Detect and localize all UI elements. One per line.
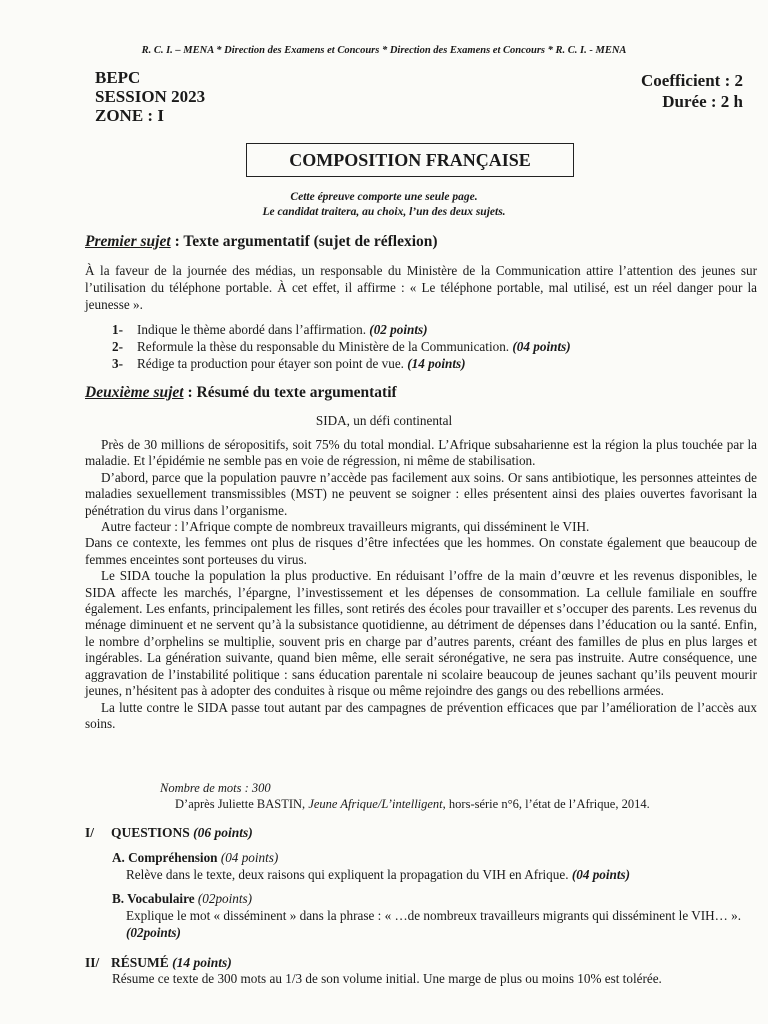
vocabulary-heading: B. Vocabulaire (02points): [112, 891, 253, 906]
subject1-heading: [85, 233, 438, 251]
instruction-line-2: Le candidat traitera, au choix, l’un des deux sujets.: [262, 206, 506, 218]
resume-instruction: Résume ce texte de 300 mots au 1/3 de son volume initial. Une marge de plus ou moins 10% est tolérée.: [112, 971, 662, 986]
text-body: [85, 437, 757, 732]
paragraph: Le SIDA touche la population la plus productive. En réduisant l’offre de la main d’œuvre et les revenus disponibles, le SIDA affecte les marchés, l’épargne, l’investissement et les dépenses de consommation. La cellule familiale en souffre également. Les enfants, principalement les filles, sont retirés des écoles pour travailler et s’occuper des parents. Les revenus du ménage diminuent et ne servent qu’à la subsistance quotidienne, au détriment de dépenses dans l’éducation ou la santé. Enfin, le nombre d’orphelins se multiplie, souvent pris en charge par d’autres parents, créant des familles de plus en plus larges et ingérables. La génération suivante, quand bien même, elle serait séronégative, ne sera pas instruite. Autre conséquence, une aggravation de l’instabilité politique : sans éducation parentale ni scolaire beaucoup de jeunes sachant qu’ils peuvent mourir jeunes, n’hésitent pas à adopter des conduites à risque ou même rejoindre des gangs ou des rebellions armées.: [85, 568, 757, 699]
questions-heading: I/ QUESTIONS (06 points): [85, 825, 253, 840]
resume-heading: II/ RÉSUMÉ (14 points): [85, 955, 232, 970]
text-title: SIDA, un défi continental: [315, 413, 453, 428]
exam-info: [95, 68, 205, 125]
instructions: [0, 190, 768, 220]
paragraph: La lutte contre le SIDA passe tout autant par des campagnes de prévention efficaces que par l’amélioration de l’accès aux soins.: [85, 699, 757, 731]
coefficient: Coefficient : 2: [641, 71, 743, 90]
list-item: 2- Reformule la thèse du responsable du Ministère de la Communication. (04 points): [112, 339, 571, 354]
subject1-title: : Texte argumentatif (sujet de réflexion): [170, 233, 438, 250]
paragraph: Dans ce contexte, les femmes ont plus de risques d’être infectées que les hommes. On constate également que beaucoup de femmes enceintes sont porteuses du virus.: [85, 535, 757, 567]
duration: Durée : 2 h: [662, 92, 743, 111]
subject1-text: À la faveur de la journée des médias, un responsable du Ministère de la Communication attire l’attention des jeunes sur l’utilisation du téléphone portable. À cet effet, il affirme : « Le téléphone portable, mal utilisé, est un réel danger pour la jeunesse ».: [85, 263, 757, 312]
source-citation: D’après Juliette BASTIN, Jeune Afrique/L’intelligent, hors-série n°6, l’état de l’Afrique, 2014.: [175, 797, 650, 811]
top-banner: R. C. I. – MENA * Direction des Examens et Concours * Direction des Examens et Concours * R. C. I. - MENA: [141, 45, 627, 56]
paragraph: Autre facteur : l’Afrique compte de nombreux travailleurs migrants, qui disséminent le VIH.: [101, 519, 590, 535]
list-item: 3- Rédige ta production pour étayer son point de vue. (14 points): [112, 356, 466, 371]
instruction-line-1: Cette épreuve comporte une seule page.: [290, 191, 478, 203]
word-count: Nombre de mots : 300: [160, 781, 271, 795]
subject1-label: Premier sujet: [85, 233, 171, 250]
zone: ZONE : I: [95, 106, 164, 125]
subject2-title: : Résumé du texte argumentatif: [183, 384, 397, 401]
comprehension-heading: A. Compréhension (04 points): [112, 850, 279, 865]
exam-meta: [641, 70, 743, 112]
subject1-items: [112, 321, 571, 372]
comprehension-question: Relève dans le texte, deux raisons qui expliquent la propagation du VIH en Afrique. (04 points): [126, 867, 631, 882]
vocabulary-question: Explique le mot « disséminent » dans la phrase : « …de nombreux travailleurs migrants qui disséminent le VIH… ». (02points): [126, 908, 742, 940]
paragraph: Près de 30 millions de séropositifs, soit 75% du total mondial. L’Afrique subsaharienne est la région la plus touchée par la maladie. Et l’épidémie ne semble pas en voie de régression, ni même de stabilisation.: [85, 437, 757, 469]
exam-name: BEPC: [95, 68, 141, 87]
session: SESSION 2023: [95, 87, 206, 106]
page-title: COMPOSITION FRANÇAISE: [246, 143, 574, 177]
subject2-heading: [85, 384, 397, 402]
subject2-label: Deuxième sujet: [85, 384, 184, 401]
list-item: 1- Indique le thème abordé dans l’affirmation. (02 points): [112, 322, 428, 337]
paragraph: D’abord, parce que la population pauvre n’accède pas facilement aux soins. Or sans antibiotique, les personnes atteintes de maladies sexuellement transmissibles (MST) ne peuvent se soigner : elles présentent ainsi des plaies ouvertes favorisant la pénétration du virus dans l’organisme.: [85, 469, 757, 518]
